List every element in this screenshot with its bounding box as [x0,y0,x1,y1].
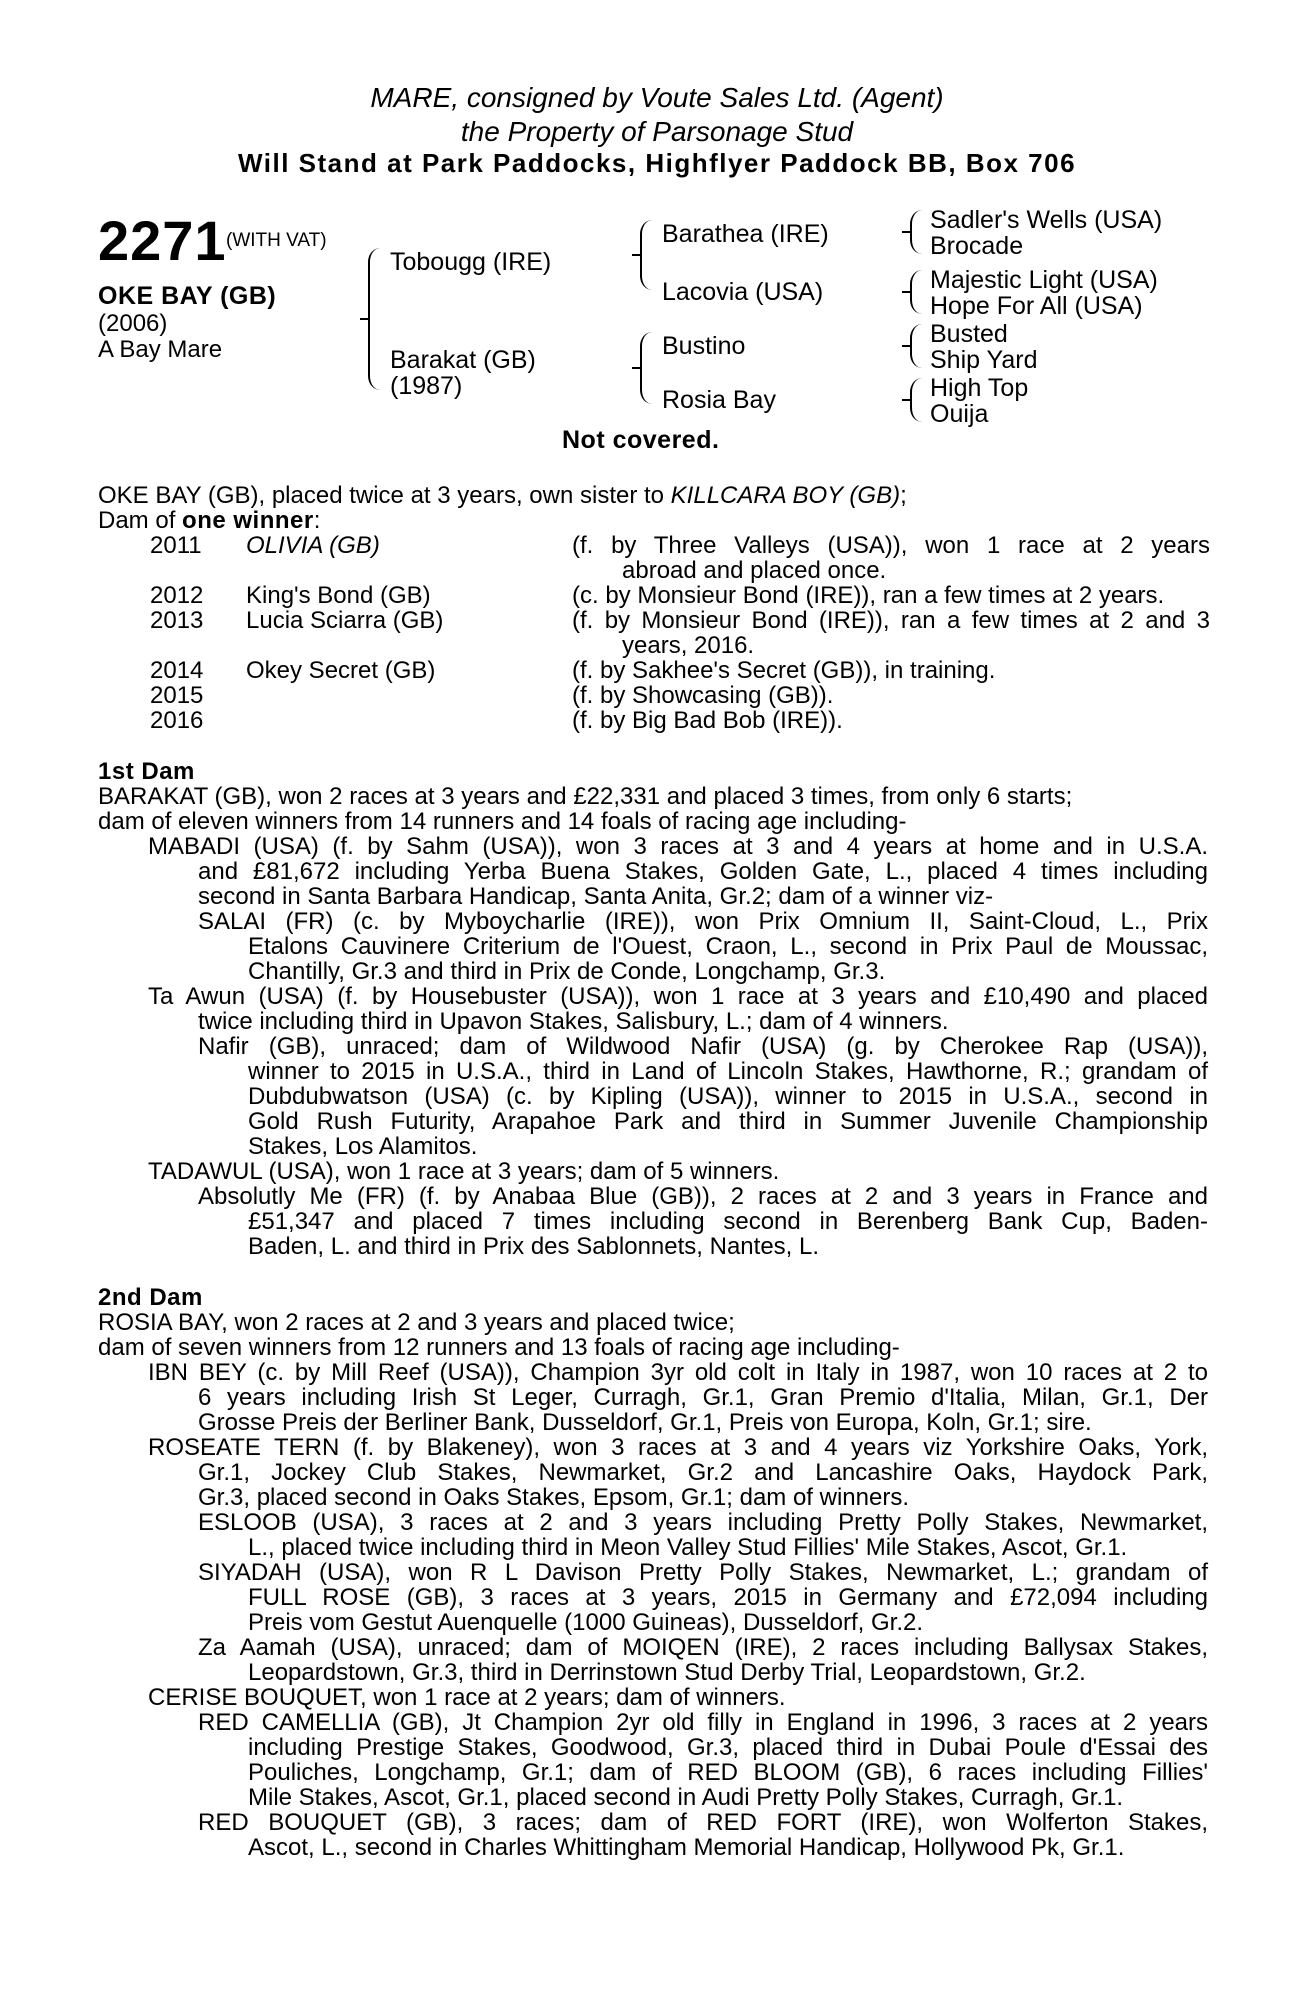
horse-name: OKE BAY (GB) [98,282,277,310]
pedigree-brace [640,332,654,404]
second-dam-line: L., placed twice including third in Meon Valley Stud Fillies' Mile Stakes, Ascot, Gr.1. [248,1534,1128,1561]
header-consignor: MARE, consigned by Voute Sales Ltd. (Agent) [370,82,944,113]
sire-sire: Barathea (IRE) [662,220,829,248]
second-dam-line: Gr.1, Jockey Club Stakes, Newmarket, Gr.2 and Lancashire Oaks, Haydock Park, [198,1459,1208,1486]
dam-sire-sire: Busted [930,320,1008,348]
first-dam-line: Baden, L. and third in Prix des Sablonnets, Nantes, L. [248,1233,820,1260]
second-dam-line: Ascot, L., second in Charles Whittingham Memorial Handicap, Hollywood Pk, Gr.1. [248,1834,1125,1861]
header-location: Will Stand at Park Paddocks, Highflyer Paddock BB, Box 706 [237,148,1077,178]
first-dam-line: Ta Awun (USA) (f. by Housebuster (USA)), won 1 race at 3 years and £10,490 and placed [148,983,1208,1010]
second-dam-line: FULL ROSE (GB), 3 races at 3 years, 2015 in Germany and £72,094 including [248,1584,1208,1611]
dam-year: (1987) [390,372,463,400]
second-dam-line: RED BOUQUET (GB), 3 races; dam of RED FORT (IRE), won Wolferton Stakes, [198,1809,1208,1836]
dam-dam-sire: High Top [930,374,1029,402]
second-dam-line: including Prestige Stakes, Goodwood, Gr.3, placed third in Dubai Poule d'Essai des [248,1734,1208,1761]
second-dam-line: IBN BEY (c. by Mill Reef (USA)), Champion 3yr old colt in Italy in 1987, won 10 races at 2 to [148,1359,1208,1386]
second-dam-line: 6 years including Irish St Leger, Curragh, Gr.1, Gran Premio d'Italia, Milan, Gr.1, Der [198,1384,1208,1411]
second-dam-heading: 2nd Dam [98,1284,203,1311]
first-dam-line: £51,347 and placed 7 times including second in Berenberg Bank Cup, Baden- [248,1208,1208,1235]
first-dam-line: Absolutly Me (FR) (f. by Anabaa Blue (GB)), 2 races at 2 and 3 years in France and [198,1183,1208,1210]
second-dam-line: dam of seven winners from 12 runners and 13 foals of racing age including- [98,1334,900,1361]
second-dam-line: Leopardstown, Gr.3, third in Derrinstown Stud Derby Trial, Leopardstown, Gr.2. [248,1659,1086,1686]
first-dam-line: MABADI (USA) (f. by Sahm (USA)), won 3 races at 3 and 4 years at home and in U.S.A. [148,833,1208,860]
header-property: the Property of Parsonage Stud [460,116,854,147]
first-dam-line: dam of eleven winners from 14 runners and 14 foals of racing age including- [98,808,907,835]
sire-dam-sire: Majestic Light (USA) [930,266,1158,294]
pedigree-brace [910,378,924,422]
sire-sire-sire: Sadler's Wells (USA) [930,206,1163,234]
first-dam-line: twice including third in Upavon Stakes, Salisbury, L.; dam of 4 winners. [198,1008,949,1035]
sire: Tobougg (IRE) [390,248,552,276]
first-dam-line: Dubdubwatson (USA) (c. by Kipling (USA)), winner to 2015 in U.S.A., second in [248,1083,1208,1110]
first-dam-line: winner to 2015 in U.S.A., third in Land of Lincoln Stakes, Hawthorne, R.; grandam of [248,1058,1208,1085]
horse-description: A Bay Mare [98,336,223,363]
dam-dam-dam: Ouija [930,400,989,428]
second-dam-line: CERISE BOUQUET, won 1 race at 2 years; dam of winners. [148,1684,786,1711]
first-dam-heading: 1st Dam [98,758,195,785]
intro-line: OKE BAY (GB), placed twice at 3 years, own sister to KILLCARA BOY (GB); [98,482,907,509]
first-dam-line: second in Santa Barbara Handicap, Santa Anita, Gr.2; dam of a winner viz- [198,883,994,910]
pedigree-brace [910,324,924,368]
sire-dam-dam: Hope For All (USA) [930,292,1143,320]
second-dam-line: ROSIA BAY, won 2 races at 2 and 3 years and placed twice; [98,1309,735,1336]
second-dam-line: ESLOOB (USA), 3 races at 2 and 3 years including Pretty Polly Stakes, Newmarket, [198,1509,1208,1536]
dam-dam: Rosia Bay [662,386,776,414]
pedigree-brace [368,248,382,390]
dam-sire: Bustino [662,332,746,360]
first-dam-line: Etalons Cauvinere Criterium de l'Ouest, Craon, L., second in Prix Paul de Moussac, [248,933,1208,960]
pedigree-brace [640,220,654,290]
second-dam-line: Gr.3, placed second in Oaks Stakes, Epsom, Gr.1; dam of winners. [198,1484,909,1511]
second-dam-line: SIYADAH (USA), won R L Davison Pretty Polly Stakes, Newmarket, L.; grandam of [198,1559,1208,1586]
dam: Barakat (GB) [390,346,536,374]
second-dam-line: RED CAMELLIA (GB), Jt Champion 2yr old filly in England in 1996, 3 races at 2 years [198,1709,1208,1736]
second-dam-line: Za Aamah (USA), unraced; dam of MOIQEN (IRE), 2 races including Ballysax Stakes, [198,1634,1208,1661]
second-dam-line: Pouliches, Longchamp, Gr.1; dam of RED BLOOM (GB), 6 races including Fillies' [248,1759,1208,1786]
covering-status: Not covered. [562,426,720,454]
vat-note: (WITH VAT) [226,230,327,251]
second-dam-line: Grosse Preis der Berliner Bank, Dusseldorf, Gr.1, Preis von Europa, Koln, Gr.1; sire. [198,1409,1092,1436]
first-dam-line: SALAI (FR) (c. by Myboycharlie (IRE)), won Prix Omnium II, Saint-Cloud, L., Prix [198,908,1208,935]
second-dam-line: Mile Stakes, Ascot, Gr.1, placed second in Audi Pretty Polly Stakes, Curragh, Gr.1. [248,1784,1124,1811]
first-dam-line: BARAKAT (GB), won 2 races at 3 years and £22,331 and placed 3 times, from only 6 starts; [98,783,1073,810]
sire-dam: Lacovia (USA) [662,278,824,306]
dam-sire-dam: Ship Yard [930,346,1038,374]
horse-year: (2006) [98,310,168,337]
lot-number: 2271 [98,209,227,272]
first-dam-line: Gold Rush Futurity, Arapahoe Park and third in Summer Juvenile Championship [248,1108,1208,1135]
first-dam-line: Stakes, Los Alamitos. [248,1133,478,1160]
sire-sire-dam: Brocade [930,232,1024,260]
pedigree-brace [910,270,924,314]
first-dam-line: Chantilly, Gr.3 and third in Prix de Conde, Longchamp, Gr.3. [248,958,886,985]
second-dam-line: Preis vom Gestut Auenquelle (1000 Guineas), Dusseldorf, Gr.2. [248,1609,924,1636]
second-dam-line: ROSEATE TERN (f. by Blakeney), won 3 races at 3 and 4 years viz Yorkshire Oaks, York, [148,1434,1208,1461]
first-dam-line: and £81,672 including Yerba Buena Stakes, Golden Gate, L., placed 4 times including [198,858,1208,885]
first-dam-line: TADAWUL (USA), won 1 race at 3 years; dam of 5 winners. [148,1158,780,1185]
first-dam-line: Nafir (GB), unraced; dam of Wildwood Nafir (USA) (g. by Cherokee Rap (USA)), [198,1033,1208,1060]
intro-dam-of: Dam of one winner: [98,507,321,534]
pedigree-brace [910,210,924,254]
